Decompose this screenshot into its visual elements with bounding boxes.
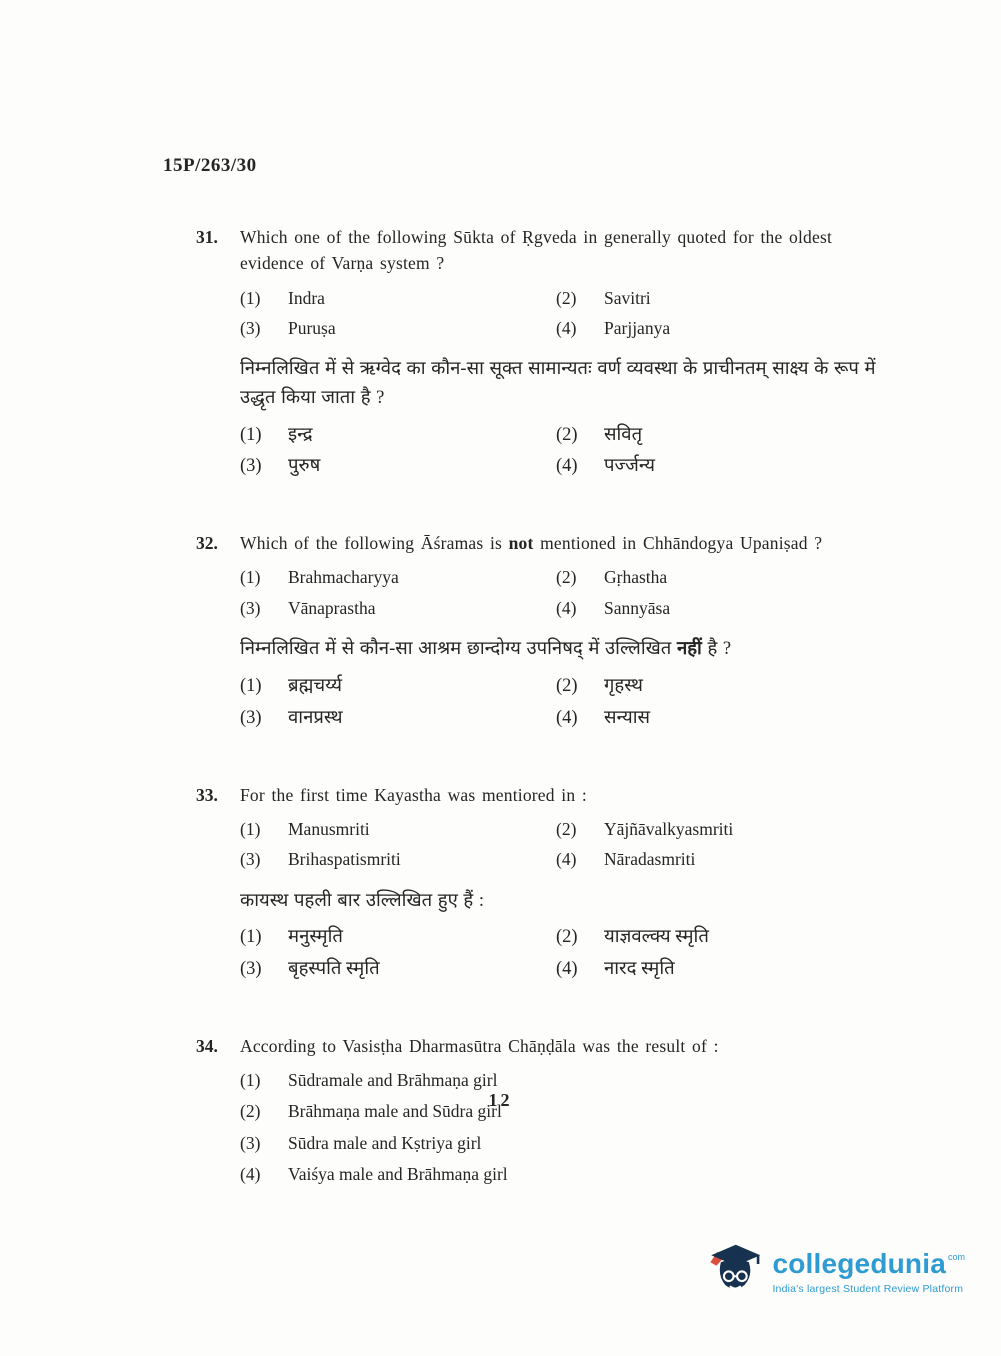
options-english <box>240 565 878 621</box>
option-label: Brihaspatismriti <box>288 849 401 870</box>
option-number: (2) <box>240 1101 261 1122</box>
option <box>556 956 878 983</box>
question-text-hindi: निम्नलिखित में से कौन-सा आश्रम छान्दोग्य उपनिषद् में उल्लिखित नहीं है ? <box>240 639 732 660</box>
option-number: (3) <box>240 456 262 477</box>
option-label: Brāhmaṇa male and Sūdra girl <box>288 1101 502 1122</box>
option-number: (4) <box>556 707 578 728</box>
question-text-english: According to Vasisṭha Dharmasūtra Chāṇḍāla was the result of : <box>240 1035 719 1056</box>
question-text-english: Which of the following Āśramas is not mentioned in Chhāndogya Upaniṣad ? <box>240 533 823 554</box>
collegedunia-logo <box>706 1243 965 1299</box>
option-label: Yājñāvalkyasmriti <box>604 818 734 839</box>
brand-tagline: India's largest Student Review Platform <box>772 1282 964 1295</box>
option-label: ब्रह्मचर्य्य <box>288 675 342 696</box>
option <box>556 673 878 700</box>
option-label: सवितृ <box>604 424 643 445</box>
options-hindi <box>240 924 878 983</box>
option <box>240 316 556 341</box>
question-text-english: Which one of the following Sūkta of Ṛgveda in generally quoted for the oldest evidence of Varṇa system ? <box>240 227 833 274</box>
questions-area <box>196 224 878 1238</box>
option-number: (3) <box>240 317 261 338</box>
option-number: (3) <box>240 849 261 870</box>
option <box>240 1162 878 1187</box>
option-number: (1) <box>240 927 262 948</box>
option-number: (1) <box>240 818 261 839</box>
option-number: (4) <box>240 1164 261 1185</box>
option-number: (1) <box>240 1070 261 1091</box>
option-number: (3) <box>240 707 262 728</box>
options-english <box>240 817 878 873</box>
option-label: Vānaprastha <box>288 597 376 618</box>
option-label: Sūdra male and Kṣtriya girl <box>288 1132 482 1153</box>
option <box>556 705 878 732</box>
option <box>556 565 878 590</box>
option <box>556 596 878 621</box>
option <box>240 453 556 480</box>
question-text-hindi: निम्नलिखित में से ऋग्वेद का कौन-सा सूक्त सामान्यतः वर्ण व्यवस्था के प्राचीनतम् साक्ष्य के रूप में उद्धृत किया जाता है ? <box>240 359 876 408</box>
brand-name: collegedunia <box>772 1247 946 1279</box>
question-text-english: For the first time Kayastha was mentiored in : <box>240 784 587 805</box>
question-number: 33. <box>196 784 218 805</box>
options-english <box>240 286 878 342</box>
option-number: (1) <box>240 675 262 696</box>
question-text-hindi: कायस्थ पहली बार उल्लिखित हुए हैं : <box>240 890 485 911</box>
question-34 <box>196 1033 878 1202</box>
option <box>556 422 878 449</box>
options-hindi <box>240 673 878 732</box>
option-label: पर्ज्जन्य <box>604 456 656 477</box>
option-label: वानप्रस्थ <box>288 707 343 728</box>
option-label: पुरुष <box>288 456 321 477</box>
option-label: बृहस्पति स्मृति <box>288 959 380 979</box>
brand-suffix: com <box>947 1251 965 1262</box>
option-label: Sannyāsa <box>604 597 671 618</box>
option <box>240 565 556 590</box>
option <box>556 453 878 480</box>
option-label: याज्ञवल्क्य स्मृति <box>604 927 709 948</box>
option-number: (4) <box>556 849 577 870</box>
option <box>556 847 878 872</box>
option <box>240 286 556 311</box>
option-number: (1) <box>240 567 261 588</box>
option-label: Gṛhastha <box>604 567 668 588</box>
option <box>240 1131 878 1156</box>
question-33 <box>196 782 878 997</box>
collegedunia-logo-icon <box>706 1243 762 1299</box>
option-number: (2) <box>556 567 577 588</box>
option-label: Brahmacharyya <box>288 567 399 588</box>
option-label: नारद स्मृति <box>604 959 675 979</box>
paper-code: 15P/263/30 <box>163 155 257 176</box>
option-label: Parjjanya <box>604 317 671 338</box>
option-label: गृहस्थ <box>604 675 643 696</box>
option-number: (2) <box>556 818 577 839</box>
option-number: (4) <box>556 317 577 338</box>
page-number: 12 <box>488 1090 513 1110</box>
question-31 <box>196 224 878 494</box>
option-number: (1) <box>240 424 262 445</box>
option-number: (3) <box>240 959 262 979</box>
option-label: इन्द्र <box>288 424 313 445</box>
option-number: (4) <box>556 456 578 477</box>
options-english <box>240 1068 878 1188</box>
option <box>556 817 878 842</box>
option <box>240 673 556 700</box>
question-number: 31. <box>196 227 218 247</box>
option <box>240 924 556 951</box>
option-number: (2) <box>556 287 577 308</box>
question-number: 32. <box>196 533 218 554</box>
option-number: (3) <box>240 1132 261 1153</box>
option-label: मनुस्मृति <box>288 927 343 948</box>
option-number: (2) <box>556 424 578 445</box>
option <box>240 596 556 621</box>
option <box>556 316 878 341</box>
option <box>240 705 556 732</box>
question-32 <box>196 530 878 745</box>
options-hindi <box>240 422 878 481</box>
option-label: Nāradasmriti <box>604 849 696 870</box>
option <box>556 924 878 951</box>
option-number: (1) <box>240 287 261 308</box>
option <box>556 286 878 311</box>
option-number: (3) <box>240 597 261 618</box>
option-number: (2) <box>556 927 578 948</box>
option <box>240 817 556 842</box>
option-label: सन्यास <box>604 707 650 728</box>
option <box>240 956 556 983</box>
option-label: Puruṣa <box>288 317 336 338</box>
option-label: Vaiśya male and Brāhmaṇa girl <box>288 1164 508 1185</box>
option-number: (4) <box>556 959 578 979</box>
option <box>240 422 556 449</box>
option-label: Savitri <box>604 287 651 308</box>
option-label: Manusmriti <box>288 818 370 839</box>
option-number: (2) <box>556 675 578 696</box>
question-number: 34. <box>196 1035 218 1056</box>
option-number: (4) <box>556 597 577 618</box>
option-label: Sūdramale and Brāhmaṇa girl <box>288 1070 498 1091</box>
option-label: Indra <box>288 287 325 308</box>
option <box>240 847 556 872</box>
